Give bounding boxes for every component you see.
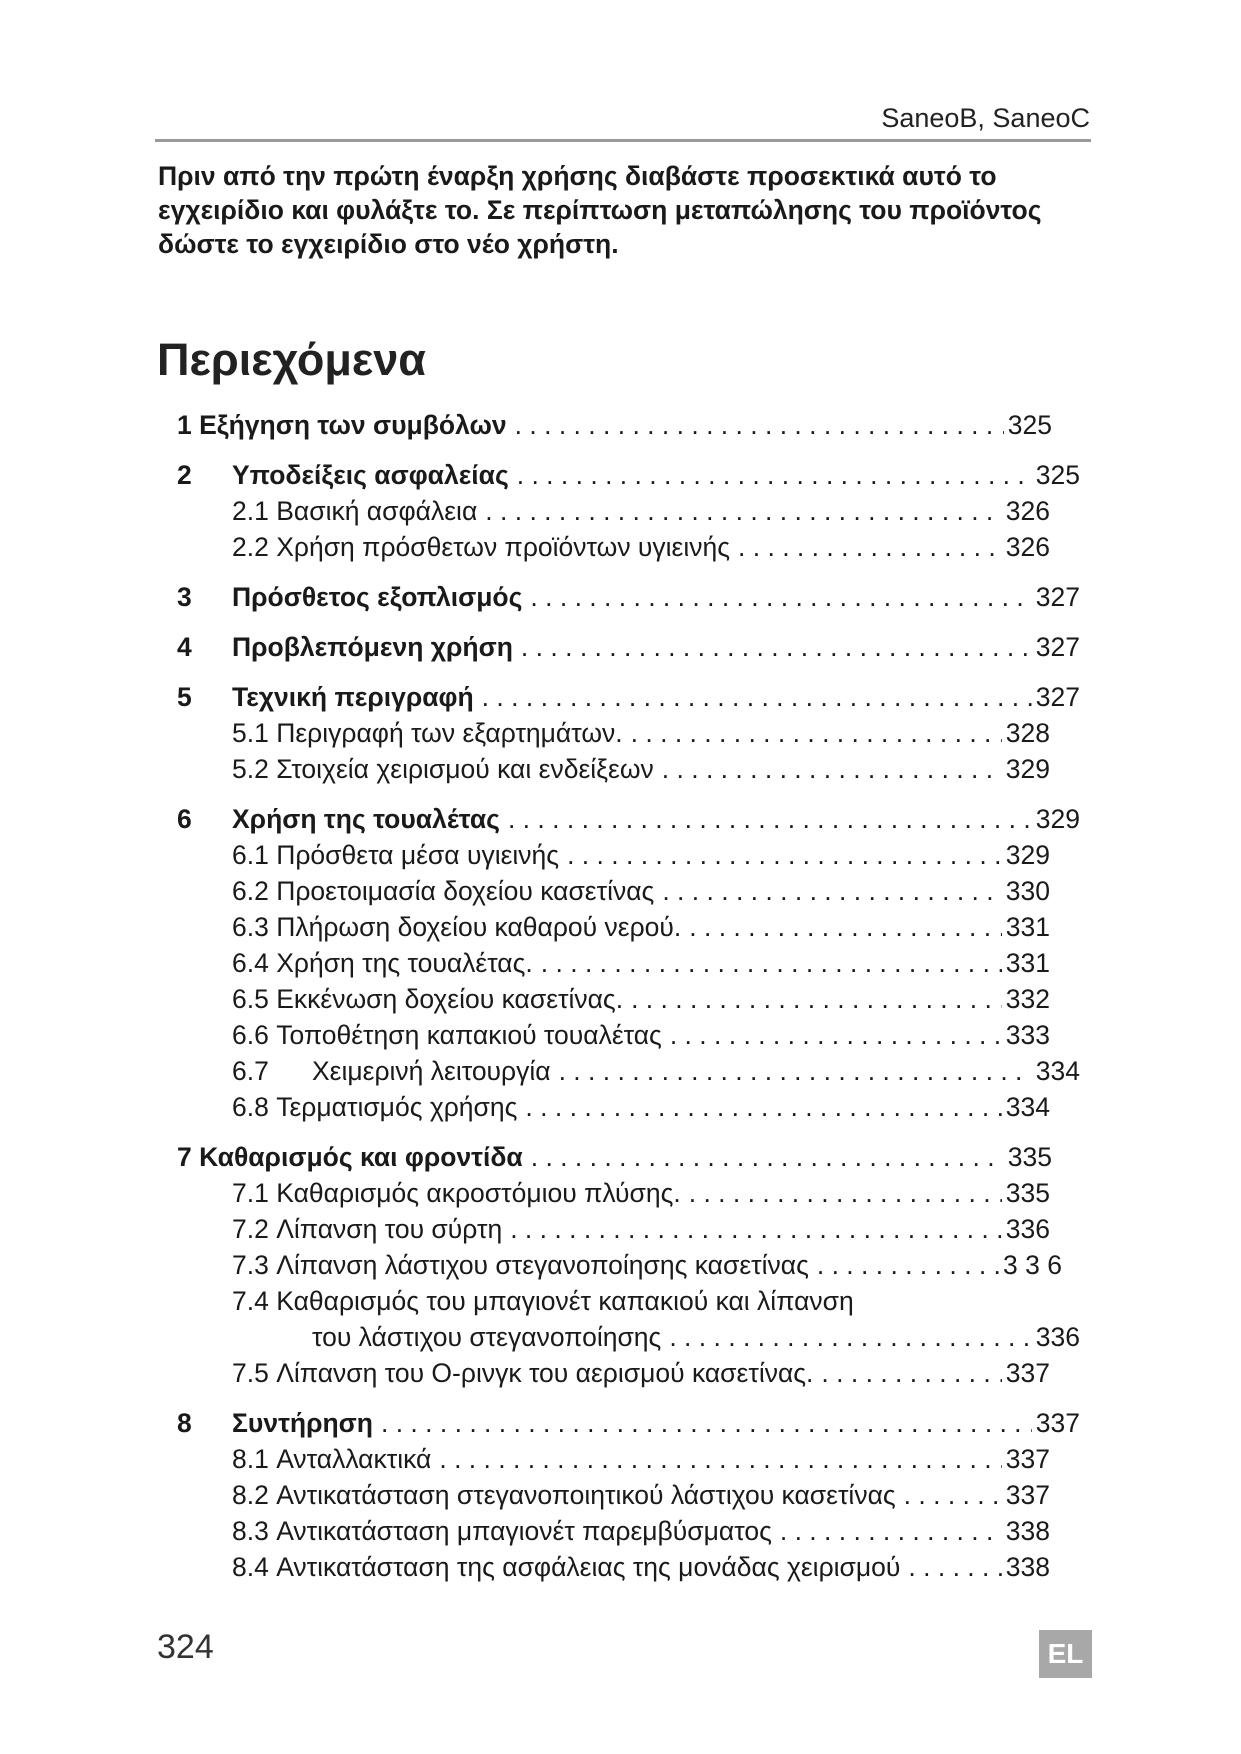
toc-leader-dots [517, 1092, 1001, 1123]
toc-entry-6-1[interactable] [232, 840, 1050, 876]
toc-entry-page: 335 [1007, 1142, 1052, 1172]
toc-entry-title: Αντικατάσταση της ασφάλειας της μονάδας χειρισμού [276, 1552, 901, 1582]
toc-entry-3[interactable] [177, 582, 1080, 618]
toc-leader-dots [681, 912, 1002, 943]
toc-leader-dots [730, 532, 1002, 563]
toc-leader-dots [654, 876, 1001, 907]
toc-entry-page: 336 [1005, 1214, 1050, 1244]
toc-entry-page: 326 [1005, 496, 1050, 526]
toc-entry-title: Χρήση της τουαλέτας. [276, 948, 533, 978]
toc-entry-number: 6.4 [232, 948, 269, 978]
toc-entry-title: Χρήση πρόσθετων προϊόντων υγιεινής [276, 532, 731, 562]
toc-entry-title: Καθαρισμός ακροστόμιου πλύσης. [276, 1178, 681, 1208]
toc-entry-number: 8.2 [232, 1480, 269, 1510]
toc-entry-5-2[interactable] [232, 754, 1050, 790]
toc-entry-title: Στοιχεία χειρισμού και ενδείξεων [276, 754, 654, 784]
header-model: SaneoB, SaneoC [881, 103, 1090, 133]
toc-leader-dots [623, 718, 1002, 749]
toc-entry-page: 329 [1035, 804, 1080, 834]
toc-leader-dots [523, 1142, 1004, 1173]
toc-leader-dots [661, 1322, 1031, 1353]
toc-entry-title: Καθαρισμός του μπαγιονέτ καπακιού και λίπανση [276, 1286, 854, 1316]
toc-entry-5[interactable] [177, 682, 1080, 718]
toc-entry-title: Εκκένωση δοχείου κασετίνας. [276, 984, 624, 1014]
toc-entry-title: Περιγραφή των εξαρτημάτων. [276, 718, 623, 748]
toc-entry-7[interactable] [177, 1142, 1052, 1178]
toc-entry-number: 7 [177, 1142, 192, 1172]
toc-leader-dots [500, 804, 1032, 835]
toc-entry-title: Λίπανση του Ο-ρινγκ του αερισμού κασετίνας. [276, 1358, 814, 1388]
toc-entry-8[interactable] [177, 1408, 1080, 1444]
toc-title: Περιεχόμενα [157, 334, 426, 385]
toc-entry-title: Προβλεπόμενη χρήση [232, 632, 513, 662]
toc-entry-number: 7.4 [232, 1286, 269, 1316]
toc-entry-6[interactable] [177, 804, 1080, 840]
toc-entry-page: 329 [1005, 840, 1050, 870]
toc-entry-number: 6.1 [232, 840, 269, 870]
toc-entry-page: 334 [1005, 1092, 1050, 1122]
toc-entry-number: 6.3 [232, 912, 269, 942]
toc-entry-1[interactable] [177, 410, 1052, 446]
toc-entry-page: 327 [1035, 582, 1080, 612]
toc-entry-page: 337 [1005, 1480, 1050, 1510]
toc-leader-dots [809, 1250, 999, 1281]
toc-entry-page: 331 [1005, 948, 1050, 978]
toc-entry-6-6[interactable] [232, 1020, 1050, 1056]
toc-entry-page: 327 [1035, 632, 1080, 662]
toc-leader-dots [654, 754, 1002, 785]
toc-entry-page: 336 [1035, 1322, 1080, 1352]
toc-entry-page: 333 [1005, 1020, 1050, 1050]
toc-entry-4[interactable] [177, 632, 1080, 668]
toc-leader-dots [513, 632, 1032, 663]
toc-entry-number: 6.8 [232, 1092, 269, 1122]
toc-leader-dots [502, 1214, 1002, 1245]
toc-entry-number: 6.2 [232, 876, 269, 906]
toc-leader-dots [551, 1056, 1032, 1087]
toc-leader-dots [431, 1444, 1001, 1475]
toc-leader-dots [772, 1516, 1002, 1547]
toc-entry-title: Συντήρηση [232, 1408, 373, 1438]
toc-entry-page: 337 [1005, 1444, 1050, 1474]
toc-entry-number: 8.1 [232, 1444, 269, 1474]
toc-entry-page: 325 [1007, 410, 1052, 440]
toc-entry-title: Λίπανση του σύρτη [276, 1214, 503, 1244]
toc-entry-7-2[interactable] [232, 1214, 1050, 1250]
toc-entry-number: 1 [177, 410, 192, 440]
toc-entry-title: Χρήση της τουαλέτας [232, 804, 500, 834]
toc-entry-number: 2 [177, 460, 192, 490]
toc-entry-number: 6 [177, 804, 192, 834]
toc-entry-page: 3 3 6 [1003, 1250, 1062, 1280]
language-badge: EL [1039, 1630, 1092, 1678]
toc-entry-6-4[interactable] [232, 948, 1050, 984]
toc-leader-dots [474, 682, 1032, 713]
toc-entry-6-5[interactable] [232, 984, 1050, 1020]
header-divider [155, 139, 1091, 142]
toc-entry-8-2[interactable] [232, 1480, 1050, 1516]
toc-entry-5-1[interactable] [232, 718, 1050, 754]
toc-entry-8-4[interactable] [232, 1552, 1050, 1588]
toc-entry-title-continued: του λάστιχου στεγανοποίησης [312, 1322, 662, 1352]
toc-entry-page: 328 [1005, 718, 1050, 748]
toc-entry-number: 7.5 [232, 1358, 269, 1388]
toc-entry-page: 337 [1005, 1358, 1050, 1388]
toc-entry-title: Προετοιμασία δοχείου κασετίνας [276, 876, 655, 906]
toc-entry-number: 6.5 [232, 984, 269, 1014]
toc-entry-title: Καθαρισμός και φροντίδα [199, 1142, 523, 1172]
toc-entry-page: 335 [1005, 1178, 1050, 1208]
intro-notice: Πριν από την πρώτη έναρξη χρήσης διαβάστε προσεκτικά αυτό το εγχειρίδιο και φυλάξτε το. Σε περίπτωση μεταπώλησης του προϊόντος δώστε το εγχειρίδιο στο νέο χρήστη. [158, 161, 1042, 259]
toc-leader-dots [559, 840, 1002, 871]
toc-entry-title: Τοποθέτηση καπακιού τουαλέτας [276, 1020, 662, 1050]
toc-entry-page: 338 [1005, 1516, 1050, 1546]
toc-entry-title: Πρόσθετος εξοπλισμός [232, 582, 523, 612]
toc-entry-6-7[interactable] [232, 1056, 1080, 1092]
toc-entry-title: Τεχνική περιγραφή [232, 682, 474, 712]
toc-entry-6-3[interactable] [232, 912, 1050, 948]
toc-entry-number: 7.3 [232, 1250, 269, 1280]
toc-leader-dots [533, 948, 1002, 979]
toc-entry-title: Αντικατάσταση μπαγιονέτ παρεμβύσματος [276, 1516, 772, 1546]
toc-leader-dots [509, 460, 1032, 491]
toc-leader-dots [896, 1480, 1002, 1511]
toc-entry-2[interactable] [177, 460, 1080, 496]
toc-entry-number: 2.1 [232, 496, 269, 526]
toc-entry-7-4[interactable] [232, 1286, 1080, 1358]
toc-entry-number: 5 [177, 682, 192, 712]
toc-entry-page: 327 [1035, 682, 1080, 712]
page-number: 324 [157, 1628, 214, 1666]
toc-leader-dots [522, 582, 1031, 613]
toc-entry-title: Αντικατάσταση στεγανοποιητικού λάστιχου κασετίνας [276, 1480, 896, 1510]
toc-entry-2-2[interactable] [232, 532, 1050, 568]
toc-entry-number: 6.6 [232, 1020, 269, 1050]
toc-entry-page: 334 [1035, 1056, 1080, 1086]
toc-entry-title: Λίπανση λάστιχου στεγανοποίησης κασετίνας [276, 1250, 809, 1280]
toc-leader-dots [813, 1358, 1001, 1389]
toc-entry-2-1[interactable] [232, 496, 1050, 532]
toc-entry-number: 7.2 [232, 1214, 269, 1244]
toc-leader-dots [477, 496, 1002, 527]
toc-entry-page: 330 [1005, 876, 1050, 906]
toc-entry-title: Πλήρωση δοχείου καθαρού νερού. [276, 912, 682, 942]
toc-leader-dots [900, 1552, 1001, 1583]
toc-entry-title: Τερματισμός χρήσης [276, 1092, 518, 1122]
toc-entry-page: 325 [1035, 460, 1080, 490]
toc-entry-title: Χειμερινή λειτουργία [312, 1056, 551, 1086]
toc-entry-number: 8.3 [232, 1516, 269, 1546]
toc-entry-number: 8.4 [232, 1552, 269, 1582]
toc-entry-page: 331 [1005, 912, 1050, 942]
toc-leader-dots [662, 1020, 1002, 1051]
toc-entry-number: 5.1 [232, 718, 269, 748]
toc-entry-number: 4 [177, 632, 192, 662]
toc-entry-page: 329 [1005, 754, 1050, 784]
toc-entry-title: Υποδείξεις ασφαλείας [232, 460, 509, 490]
toc-entry-number: 6.7 [232, 1056, 269, 1086]
toc-entry-7-5[interactable] [232, 1358, 1050, 1394]
toc-entry-title: Εξήγηση των συμβόλων [199, 410, 507, 440]
toc-leader-dots [373, 1408, 1032, 1439]
toc-entry-page: 337 [1035, 1408, 1080, 1438]
toc-entry-number: 8 [177, 1408, 192, 1438]
toc-entry-page: 338 [1005, 1552, 1050, 1582]
toc-entry-number: 2.2 [232, 532, 269, 562]
toc-entry-title: Ανταλλακτικά [276, 1444, 432, 1474]
toc-entry-number: 3 [177, 582, 192, 612]
toc-leader-dots [507, 410, 1004, 441]
toc-entry-8-1[interactable] [232, 1444, 1050, 1480]
toc-entry-7-3[interactable] [232, 1250, 1062, 1286]
toc-entry-6-8[interactable] [232, 1092, 1050, 1128]
toc-entry-page: 332 [1005, 984, 1050, 1014]
toc-entry-number: 7.1 [232, 1178, 269, 1208]
toc-entry-6-2[interactable] [232, 876, 1050, 912]
toc-entry-8-3[interactable] [232, 1516, 1050, 1552]
toc-entry-title: Βασική ασφάλεια [276, 496, 478, 526]
toc-entry-number: 5.2 [232, 754, 269, 784]
toc-entry-7-1[interactable] [232, 1178, 1050, 1214]
toc-leader-dots [623, 984, 1002, 1015]
toc-leader-dots [681, 1178, 1002, 1209]
toc-entry-page: 326 [1005, 532, 1050, 562]
toc-entry-title: Πρόσθετα μέσα υγιεινής [276, 840, 560, 870]
